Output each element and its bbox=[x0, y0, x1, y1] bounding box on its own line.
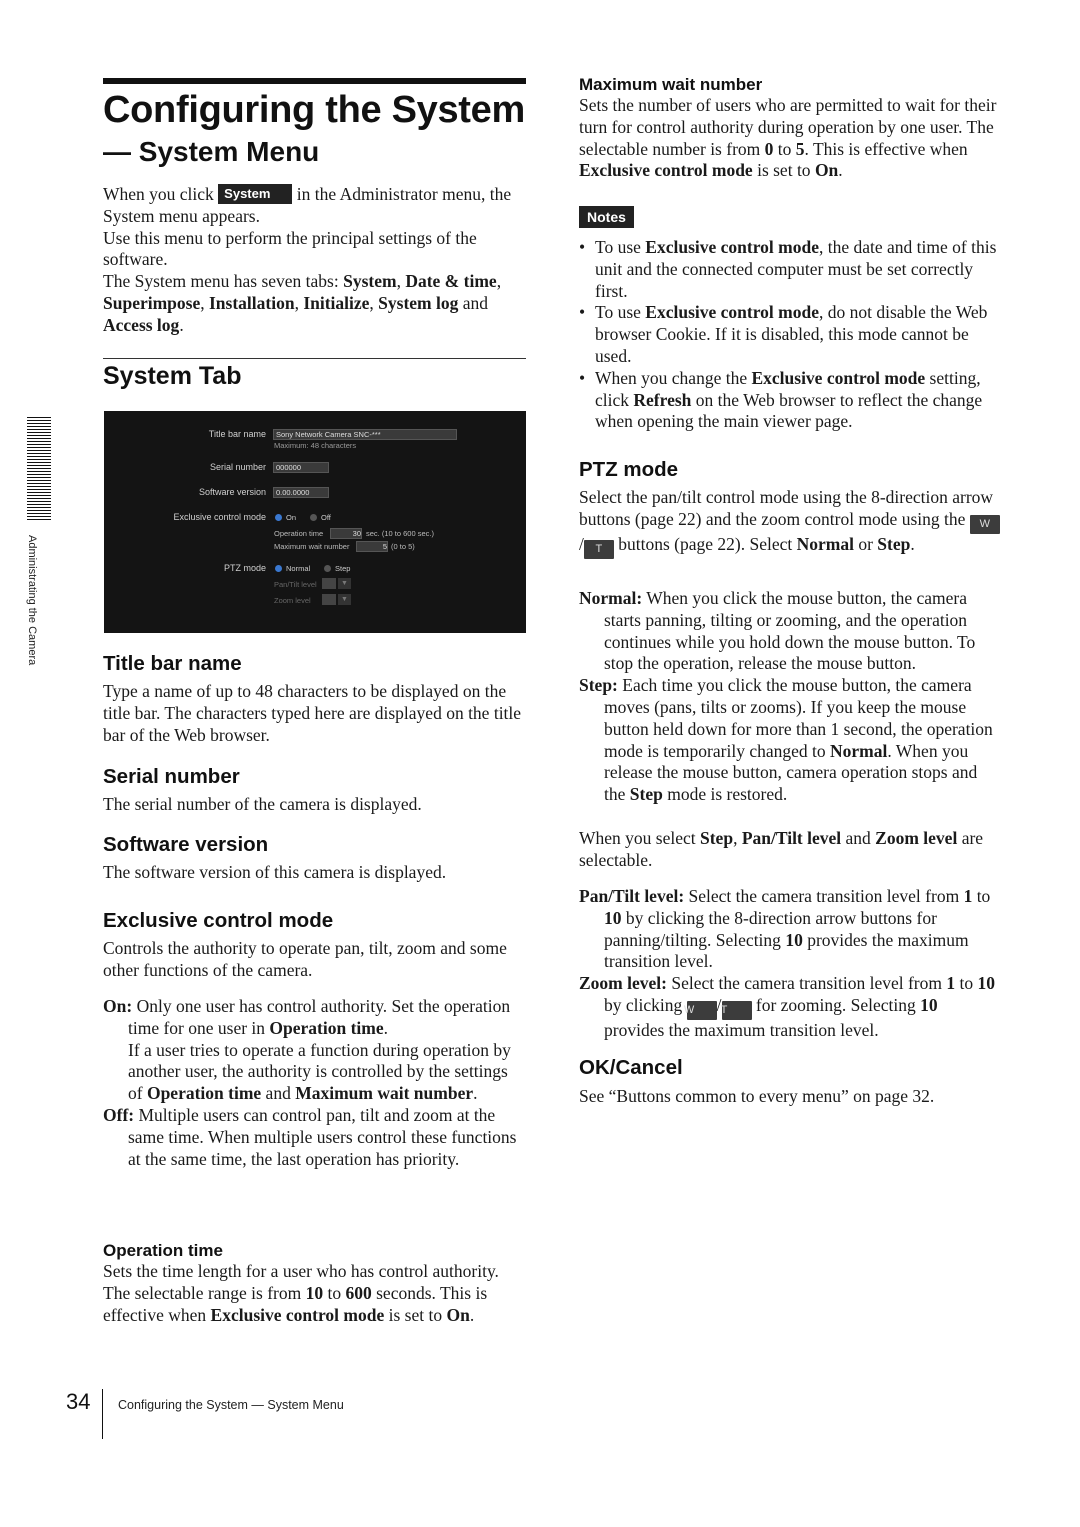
shot-max-chars: Maximum: 48 characters bbox=[274, 441, 357, 450]
ptz-mode-text: Select the pan/tilt control mode using the 8-direction arrow buttons (page 22) and the zoom control mode using the W/ T buttons (page 22). Select Normal or Step. bbox=[579, 487, 1004, 559]
shot-max-wait-range: (0 to 5) bbox=[391, 542, 415, 551]
shot-max-wait-label: Maximum wait number bbox=[274, 542, 350, 551]
software-version-text: The software version of this camera is displayed. bbox=[103, 862, 447, 882]
shot-zoom-label: Zoom level bbox=[274, 596, 311, 605]
section-rule bbox=[103, 358, 526, 359]
zoom-tele-button-image: T bbox=[722, 1001, 752, 1020]
software-version-heading: Software version bbox=[103, 833, 269, 856]
exclusive-control-options: On: Only one user has control authority. Set the operation time for one user in Operation time. If a user tries to operate a function during operation by another user, the authority is controlled by the settings of Operation time and Maximum wait number. Off: Multiple users can control pan, tilt and zoom at the same time. When multiple users control these functions at the same time, the last operation has priority. bbox=[103, 996, 526, 1170]
zoom-wide-button-image: W bbox=[970, 515, 1000, 534]
shot-off-label: Off bbox=[321, 513, 331, 522]
shot-version-field: 0.00.0000 bbox=[273, 487, 329, 498]
shot-title-field: Sony Network Camera SNC-*** bbox=[273, 429, 457, 440]
option-normal: Normal: When you click the mouse button, the camera starts panning, tilting or zooming, and the operation continues while you hold down the mouse button. To stop the operation, release the mouse button. bbox=[579, 588, 976, 674]
serial-number-text: The serial number of the camera is displayed. bbox=[103, 794, 422, 814]
side-tab-bars bbox=[27, 417, 51, 520]
shot-pan-tilt-label: Pan/Tilt level bbox=[274, 580, 317, 589]
option-on: On: Only one user has control authority. Set the operation time for one user in Operation time. bbox=[103, 996, 511, 1038]
notes-list bbox=[579, 237, 1004, 433]
shot-radio-normal bbox=[275, 565, 282, 572]
option-step: Step: Each time you click the mouse button, the camera moves (pans, tilts or zooms). If you keep the mouse button held down for more than 1 second, the operation mode is temporarily changed to Normal. When you release the mouse button, camera operation stops and the Step mode is restored. bbox=[579, 675, 993, 805]
shot-max-wait-field: 5 bbox=[356, 541, 388, 552]
side-tab-label: Administrating the Camera bbox=[26, 535, 38, 666]
notes-label: Notes bbox=[579, 206, 634, 228]
page-subtitle: — System Menu bbox=[103, 136, 320, 167]
system-tab-screenshot bbox=[104, 411, 526, 633]
max-wait-text: Sets the number of users who are permitted to wait for their turn for control authority during operation by one user. The selectable number is from 0 to 5. This is effective when Exclusive control mode is set to On. bbox=[579, 95, 997, 181]
shot-label-ptz: PTZ mode bbox=[223, 563, 266, 573]
title-bar-name-text: Type a name of up to 48 characters to be displayed on the title bar. The characters typed here are displayed on the title bar of the Web browser. bbox=[103, 681, 522, 745]
shot-on-label: On bbox=[286, 513, 297, 522]
zoom-wide-button-image: W bbox=[687, 1001, 717, 1020]
note-item: • To use Exclusive control mode, the date and time of this unit and the connected computer must be set correctly first. bbox=[579, 237, 1004, 302]
ptz-mode-heading: PTZ mode bbox=[579, 458, 679, 481]
shot-normal-label: Normal bbox=[286, 564, 311, 573]
shot-pan-tilt-select bbox=[322, 578, 336, 589]
system-button-image: System bbox=[218, 184, 292, 204]
intro: When you click System in the Administrator menu, the System menu appears. Use this menu to perform the principal settings of the software. The System menu has seven tabs: System, Date & time, Superimpose, Installation, Initialize, System log and Access log. bbox=[103, 184, 512, 335]
shot-label-exclusive: Exclusive control mode bbox=[173, 512, 266, 522]
ok-cancel-text: See “Buttons common to every menu” on page 32. bbox=[579, 1086, 935, 1106]
chevron-down-icon: ▼ bbox=[338, 578, 351, 589]
shot-operation-time-range: sec. (10 to 600 sec.) bbox=[366, 529, 434, 538]
shot-label-version: Software version bbox=[198, 487, 266, 497]
shot-radio-off bbox=[310, 514, 317, 521]
title-rule bbox=[103, 78, 526, 84]
shot-radio-on bbox=[275, 514, 282, 521]
operation-time-heading: Operation time bbox=[103, 1241, 223, 1260]
option-zoom-level: Zoom level: Select the camera transition level from 1 to 10 by clicking W /T for zooming. Selecting 10 provides the maximum transition level. bbox=[579, 973, 995, 1040]
note-item: • To use Exclusive control mode, do not disable the Web browser Cookie. If it is disabled, this mode cannot be used. bbox=[579, 302, 1004, 367]
serial-number-heading: Serial number bbox=[103, 765, 240, 788]
title-bar-name-heading: Title bar name bbox=[103, 652, 242, 675]
ok-cancel-heading: OK/Cancel bbox=[579, 1056, 683, 1079]
operation-time-text: Sets the time length for a user who has control authority. The selectable range is from 10 to 600 seconds. This is effective when Exclusive control mode is set to On. bbox=[103, 1261, 499, 1325]
shot-radio-step bbox=[324, 565, 331, 572]
shot-operation-time-label: Operation time bbox=[274, 529, 324, 538]
system-tab-heading: System Tab bbox=[103, 362, 242, 390]
zoom-tele-button-image: T bbox=[584, 540, 614, 559]
ptz-selectable-text: When you select Step, Pan/Tilt level and Zoom level are selectable. bbox=[579, 828, 984, 870]
page-title: Configuring the System bbox=[103, 89, 525, 131]
page-number: 34 bbox=[66, 1389, 91, 1414]
shot-operation-time-field: 30 bbox=[330, 528, 362, 539]
shot-zoom-select bbox=[322, 594, 336, 605]
shot-label-serial: Serial number bbox=[209, 462, 266, 472]
option-pan-tilt-level: Pan/Tilt level: Select the camera transition level from 1 to 10 by clicking the 8-direction arrow buttons for panning/tilting. Selecting 10 provides the maximum transition level. bbox=[579, 886, 991, 972]
shot-label-title: Title bar name bbox=[208, 429, 266, 439]
running-title: Configuring the System — System Menu bbox=[118, 1398, 344, 1412]
exclusive-control-text: Controls the authority to operate pan, tilt, zoom and some other functions of the camera. bbox=[103, 938, 507, 980]
ptz-level-options bbox=[579, 886, 1002, 1042]
max-wait-heading: Maximum wait number bbox=[579, 75, 763, 94]
ptz-mode-options bbox=[579, 588, 1002, 806]
shot-step-label: Step bbox=[335, 564, 351, 573]
shot-serial-field: 000000 bbox=[273, 462, 329, 473]
chevron-down-icon: ▼ bbox=[338, 594, 351, 605]
exclusive-control-heading: Exclusive control mode bbox=[103, 909, 334, 932]
footer-divider bbox=[102, 1389, 103, 1439]
note-item: • When you change the Exclusive control mode setting, click Refresh on the Web browser to reflect the change when opening the main viewer page. bbox=[579, 368, 1004, 433]
option-off: Off: Multiple users can control pan, tilt and zoom at the same time. When multiple users control these functions at the same time, the last operation has priority. bbox=[103, 1104, 517, 1169]
